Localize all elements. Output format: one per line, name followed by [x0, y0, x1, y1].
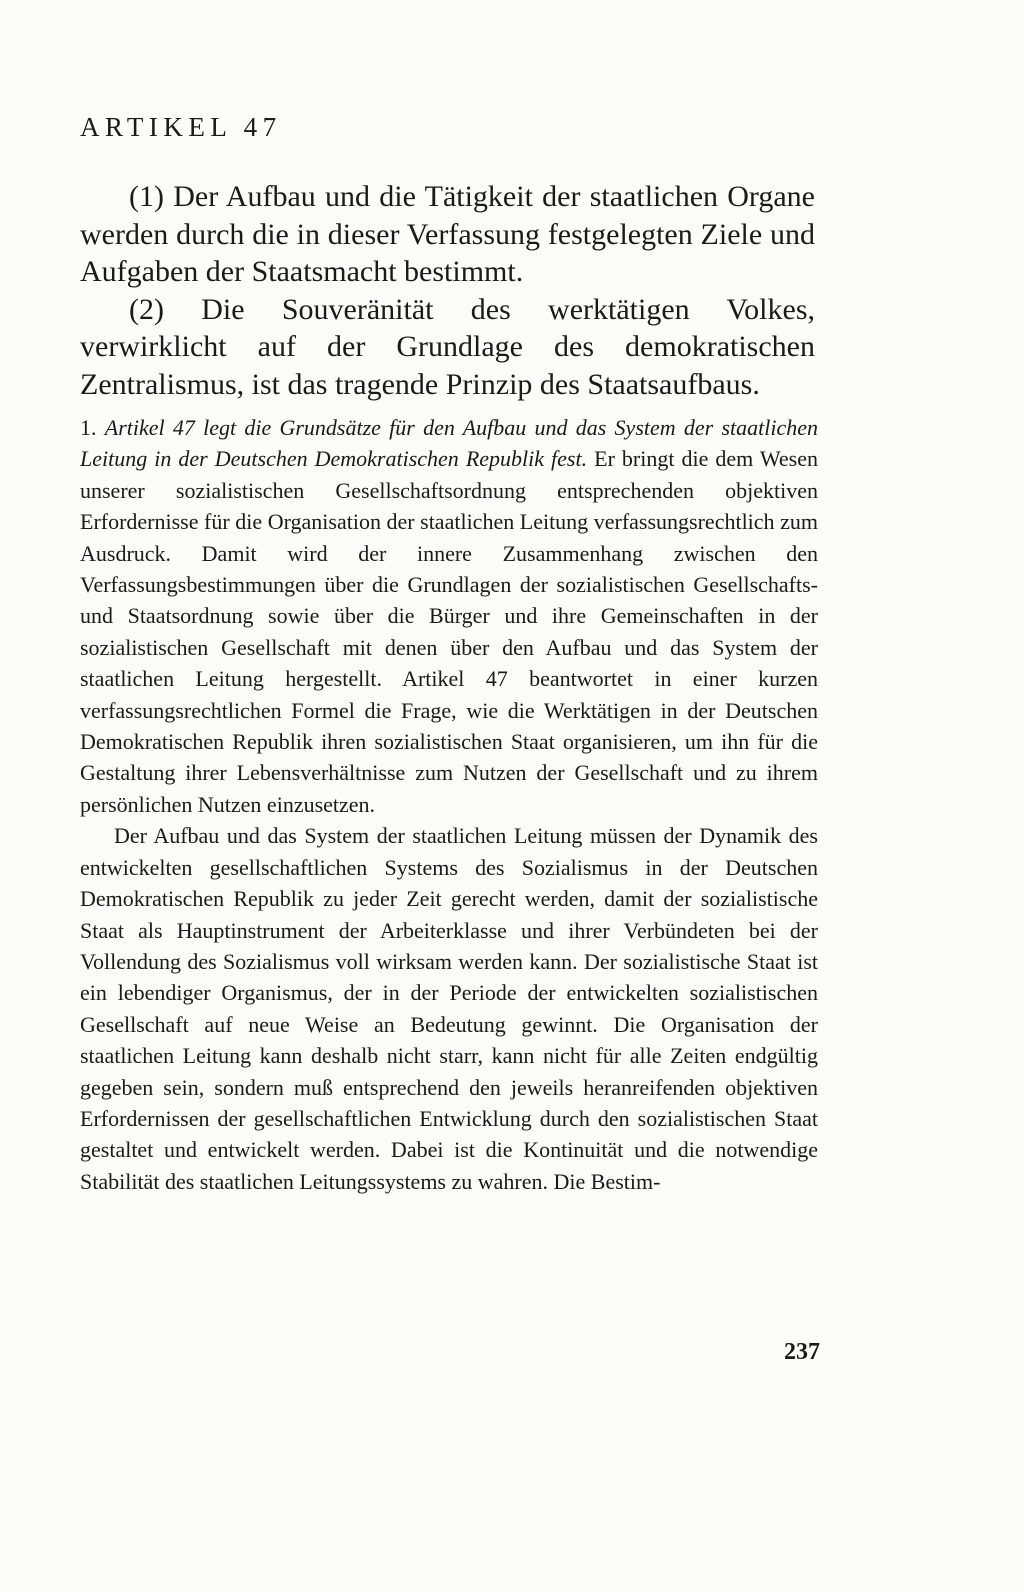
- article-heading: ARTIKEL 47: [80, 112, 282, 142]
- page-number: 237: [784, 1339, 820, 1365]
- commentary-text: [80, 412, 818, 1197]
- section-number: 1.: [80, 415, 97, 440]
- article-paragraph-1: (1) Der Aufbau und die Tätigkeit der staatlichen Organe werden durch die in dieser Verfassung festgelegten Ziele und Aufgaben der Staatsmacht bestimmt.: [80, 180, 815, 288]
- commentary-paragraph-1: [80, 412, 818, 820]
- article-paragraph-2: (2) Die Souveränität des werktätigen Volkes, verwirklicht auf der Grundlage des demokratischen Zentralismus, ist das tragende Prinzip des Staatsaufbaus.: [80, 292, 815, 401]
- commentary-paragraph-2: Der Aufbau und das System der staatlichen Leitung müssen der Dynamik des entwickelten gesellschaftlichen Systems des Sozialismus in der Deutschen Demokratischen Republik zu jeder Zeit gerecht werden, damit der sozialistische Staat als Hauptinstrument der Arbeiterklasse und ihrer Verbündeten bei der Vollendung des Sozialismus voll wirksam werden kann. Der sozialistische Staat ist ein lebendiger Organismus, der in der Periode der entwickelten sozialistischen Gesellschaft auf neue Weise an Bedeutung gewinnt. Die Organisation der staatlichen Leitung kann deshalb nicht starr, kann nicht für alle Zeiten endgültig gegeben sein, sondern muß entsprechend den jeweils heranreifenden objektiven Erfordernissen der gesellschaftlichen Entwicklung durch den sozialistischen Staat gestaltet und entwickelt werden. Dabei ist die Kontinuität und die notwendige Stabilität des staatlichen Leitungssystems zu wahren. Die Bestim-: [80, 823, 818, 1194]
- commentary-lead-italic: Artikel 47 legt die Grundsätze für den Aufbau und das System der staatlichen Leitung in der Deutschen Demokratischen Republik fest.: [80, 415, 818, 472]
- article-text: [80, 178, 815, 403]
- commentary-paragraph-1-body: Er bringt die dem Wesen unserer sozialistischen Gesellschaftsordnung entsprechenden objektiven Erfordernisse für die Organisation der staatlichen Leitung verfassungsrechtlich zum Ausdruck. Damit wird der innere Zusammenhang zwischen den Verfassungsbestimmungen über die Grundlagen der sozialistischen Gesellschafts- und Staatsordnung sowie über die Bürger und ihre Gemeinschaften in der sozialistischen Gesellschaft mit denen über den Aufbau und das System der staatlichen Leitung hergestellt. Artikel 47 beantwortet in einer kurzen verfassungsrechtlichen Formel die Frage, wie die Werktätigen in der Deutschen Demokratischen Republik ihren sozialistischen Staat organisieren, um ihn für die Gestaltung ihrer Lebensverhältnisse zum Nutzen der Gesellschaft und zu ihrem persönlichen Nutzen einzusetzen.: [80, 446, 819, 817]
